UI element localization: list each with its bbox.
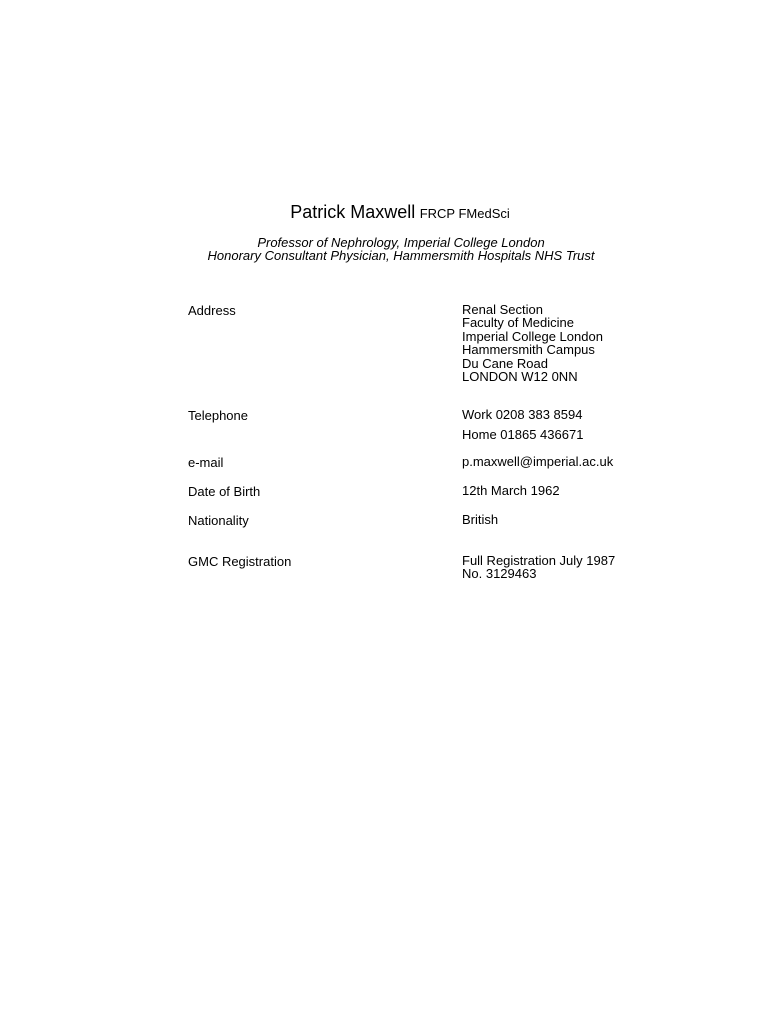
gmc-line: No. 3129463 — [462, 566, 537, 582]
cv-title — [0, 202, 768, 223]
address-line: Imperial College London — [462, 328, 603, 344]
dob-label: Date of Birth — [188, 484, 261, 499]
address-line: Renal Section — [462, 302, 543, 317]
address-line: LONDON W12 0NN — [462, 369, 578, 385]
telephone-work: Work 0208 383 8594 — [462, 407, 583, 422]
dob-value: 12th March 1962 — [462, 483, 560, 498]
email-label: e-mail — [188, 455, 224, 470]
address-label: Address — [188, 303, 236, 318]
nationality-value: British — [462, 512, 499, 527]
gmc-value — [462, 554, 615, 581]
postnominals: FRCP FMedSci — [419, 206, 510, 221]
gmc-line: Full Registration July 1987 — [462, 553, 616, 568]
person-name: Patrick Maxwell — [290, 202, 416, 222]
address-value — [462, 303, 603, 383]
address-line: Faculty of Medicine — [462, 315, 574, 331]
email-value: p.maxwell@imperial.ac.uk — [462, 454, 614, 469]
nationality-label: Nationality — [188, 513, 249, 528]
address-line: Hammersmith Campus — [462, 342, 595, 358]
address-line: Du Cane Road — [462, 355, 548, 371]
subtitle-line-1: Professor of Nephrology, Imperial College London — [257, 235, 545, 250]
telephone-label: Telephone — [188, 408, 248, 423]
telephone-home: Home 01865 436671 — [462, 427, 584, 442]
subtitle-line-2: Honorary Consultant Physician, Hammersmith Hospitals NHS Trust — [207, 248, 595, 263]
gmc-label: GMC Registration — [188, 554, 292, 569]
